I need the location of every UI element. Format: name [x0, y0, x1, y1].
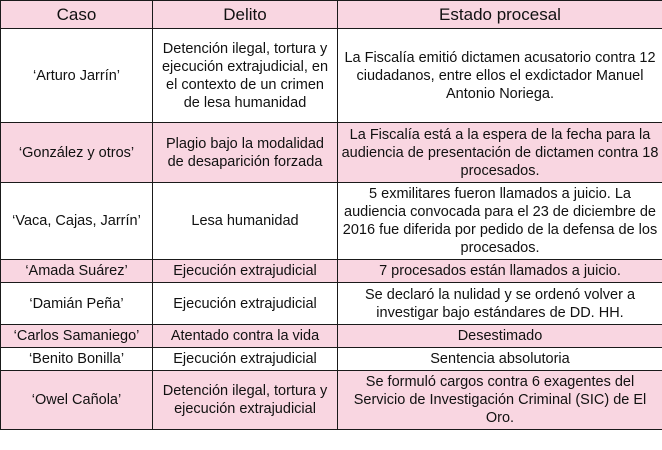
cell-delito: Detención ilegal, tortura y ejecución extrajudicial: [153, 371, 338, 430]
cell-delito: Ejecución extrajudicial: [153, 260, 338, 283]
cell-delito: Atentado contra la vida: [153, 325, 338, 348]
cell-estado: Desestimado: [338, 325, 662, 348]
header-delito: Delito: [153, 1, 338, 29]
cell-delito: Detención ilegal, tortura y ejecución extrajudicial, en el contexto de un crimen de lesa humanidad: [153, 29, 338, 123]
table-row: [1, 260, 662, 283]
header-caso: Caso: [1, 1, 153, 29]
cell-estado: 7 procesados están llamados a juicio.: [338, 260, 662, 283]
table-row: [1, 371, 662, 430]
cell-caso: ‘Benito Bonilla’: [1, 348, 153, 371]
cell-estado: Se formuló cargos contra 6 exagentes del Servicio de Investigación Criminal (SIC) de El Oro.: [338, 371, 662, 430]
cell-caso: ‘Damián Peña’: [1, 283, 153, 325]
table-row: [1, 283, 662, 325]
cell-caso: ‘Amada Suárez’: [1, 260, 153, 283]
cell-delito: Ejecución extrajudicial: [153, 348, 338, 371]
cell-estado: La Fiscalía está a la espera de la fecha para la audiencia de presentación de dictamen contra 18 procesados.: [338, 123, 662, 183]
header-row: [1, 1, 662, 29]
table-row: [1, 123, 662, 183]
cell-estado: 5 exmilitares fueron llamados a juicio. La audiencia convocada para el 23 de diciembre de 2016 fue diferida por pedido de la defensa de los procesados.: [338, 183, 662, 260]
cell-caso: ‘Owel Cañola’: [1, 371, 153, 430]
cell-delito: Lesa humanidad: [153, 183, 338, 260]
cell-caso: ‘González y otros’: [1, 123, 153, 183]
table-row: [1, 348, 662, 371]
table-row: [1, 325, 662, 348]
cell-caso: ‘Carlos Samaniego’: [1, 325, 153, 348]
cell-caso: ‘Arturo Jarrín’: [1, 29, 153, 123]
cell-estado: Sentencia absolutoria: [338, 348, 662, 371]
cell-delito: Ejecución extrajudicial: [153, 283, 338, 325]
cell-estado: La Fiscalía emitió dictamen acusatorio contra 12 ciudadanos, entre ellos el exdictador Manuel Antonio Noriega.: [338, 29, 662, 123]
table-row: [1, 29, 662, 123]
cell-estado: Se declaró la nulidad y se ordenó volver a investigar bajo estándares de DD. HH.: [338, 283, 662, 325]
header-estado-procesal: Estado procesal: [338, 1, 662, 29]
table-row: [1, 183, 662, 260]
cell-caso: ‘Vaca, Cajas, Jarrín’: [1, 183, 153, 260]
cell-delito: Plagio bajo la modalidad de desaparición forzada: [153, 123, 338, 183]
